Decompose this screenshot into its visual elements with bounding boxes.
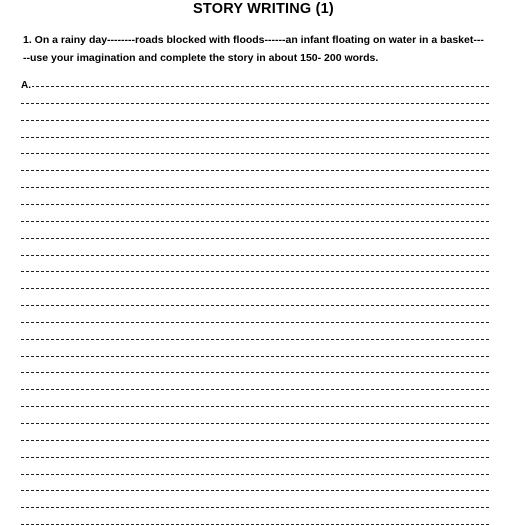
answer-lines bbox=[21, 0, 489, 525]
answer-line bbox=[21, 120, 489, 121]
answer-label: A. bbox=[21, 80, 31, 91]
answer-line bbox=[21, 86, 489, 87]
answer-line bbox=[21, 406, 489, 407]
answer-line bbox=[21, 204, 489, 205]
answer-line bbox=[21, 474, 489, 475]
answer-line bbox=[21, 170, 489, 171]
answer-line bbox=[21, 389, 489, 390]
answer-line bbox=[21, 153, 489, 154]
answer-line bbox=[21, 255, 489, 256]
answer-line bbox=[21, 288, 489, 289]
answer-line bbox=[21, 440, 489, 441]
answer-line bbox=[21, 103, 489, 104]
answer-line bbox=[21, 507, 489, 508]
answer-line bbox=[21, 221, 489, 222]
answer-line bbox=[21, 187, 489, 188]
answer-line bbox=[21, 322, 489, 323]
answer-line bbox=[21, 457, 489, 458]
answer-line bbox=[21, 490, 489, 491]
answer-line bbox=[21, 271, 489, 272]
answer-line bbox=[21, 356, 489, 357]
answer-line bbox=[21, 305, 489, 306]
answer-line bbox=[21, 137, 489, 138]
answer-line bbox=[21, 423, 489, 424]
question-line-1: 1. On a rainy day--------roads blocked with floods------an infant floating on water in a basket--- bbox=[23, 34, 484, 46]
answer-line bbox=[21, 339, 489, 340]
answer-line bbox=[21, 238, 489, 239]
answer-line bbox=[21, 372, 489, 373]
question-line-2: --use your imagination and complete the story in about 150- 200 words. bbox=[23, 52, 379, 64]
worksheet-title: STORY WRITING (1) bbox=[193, 1, 334, 17]
